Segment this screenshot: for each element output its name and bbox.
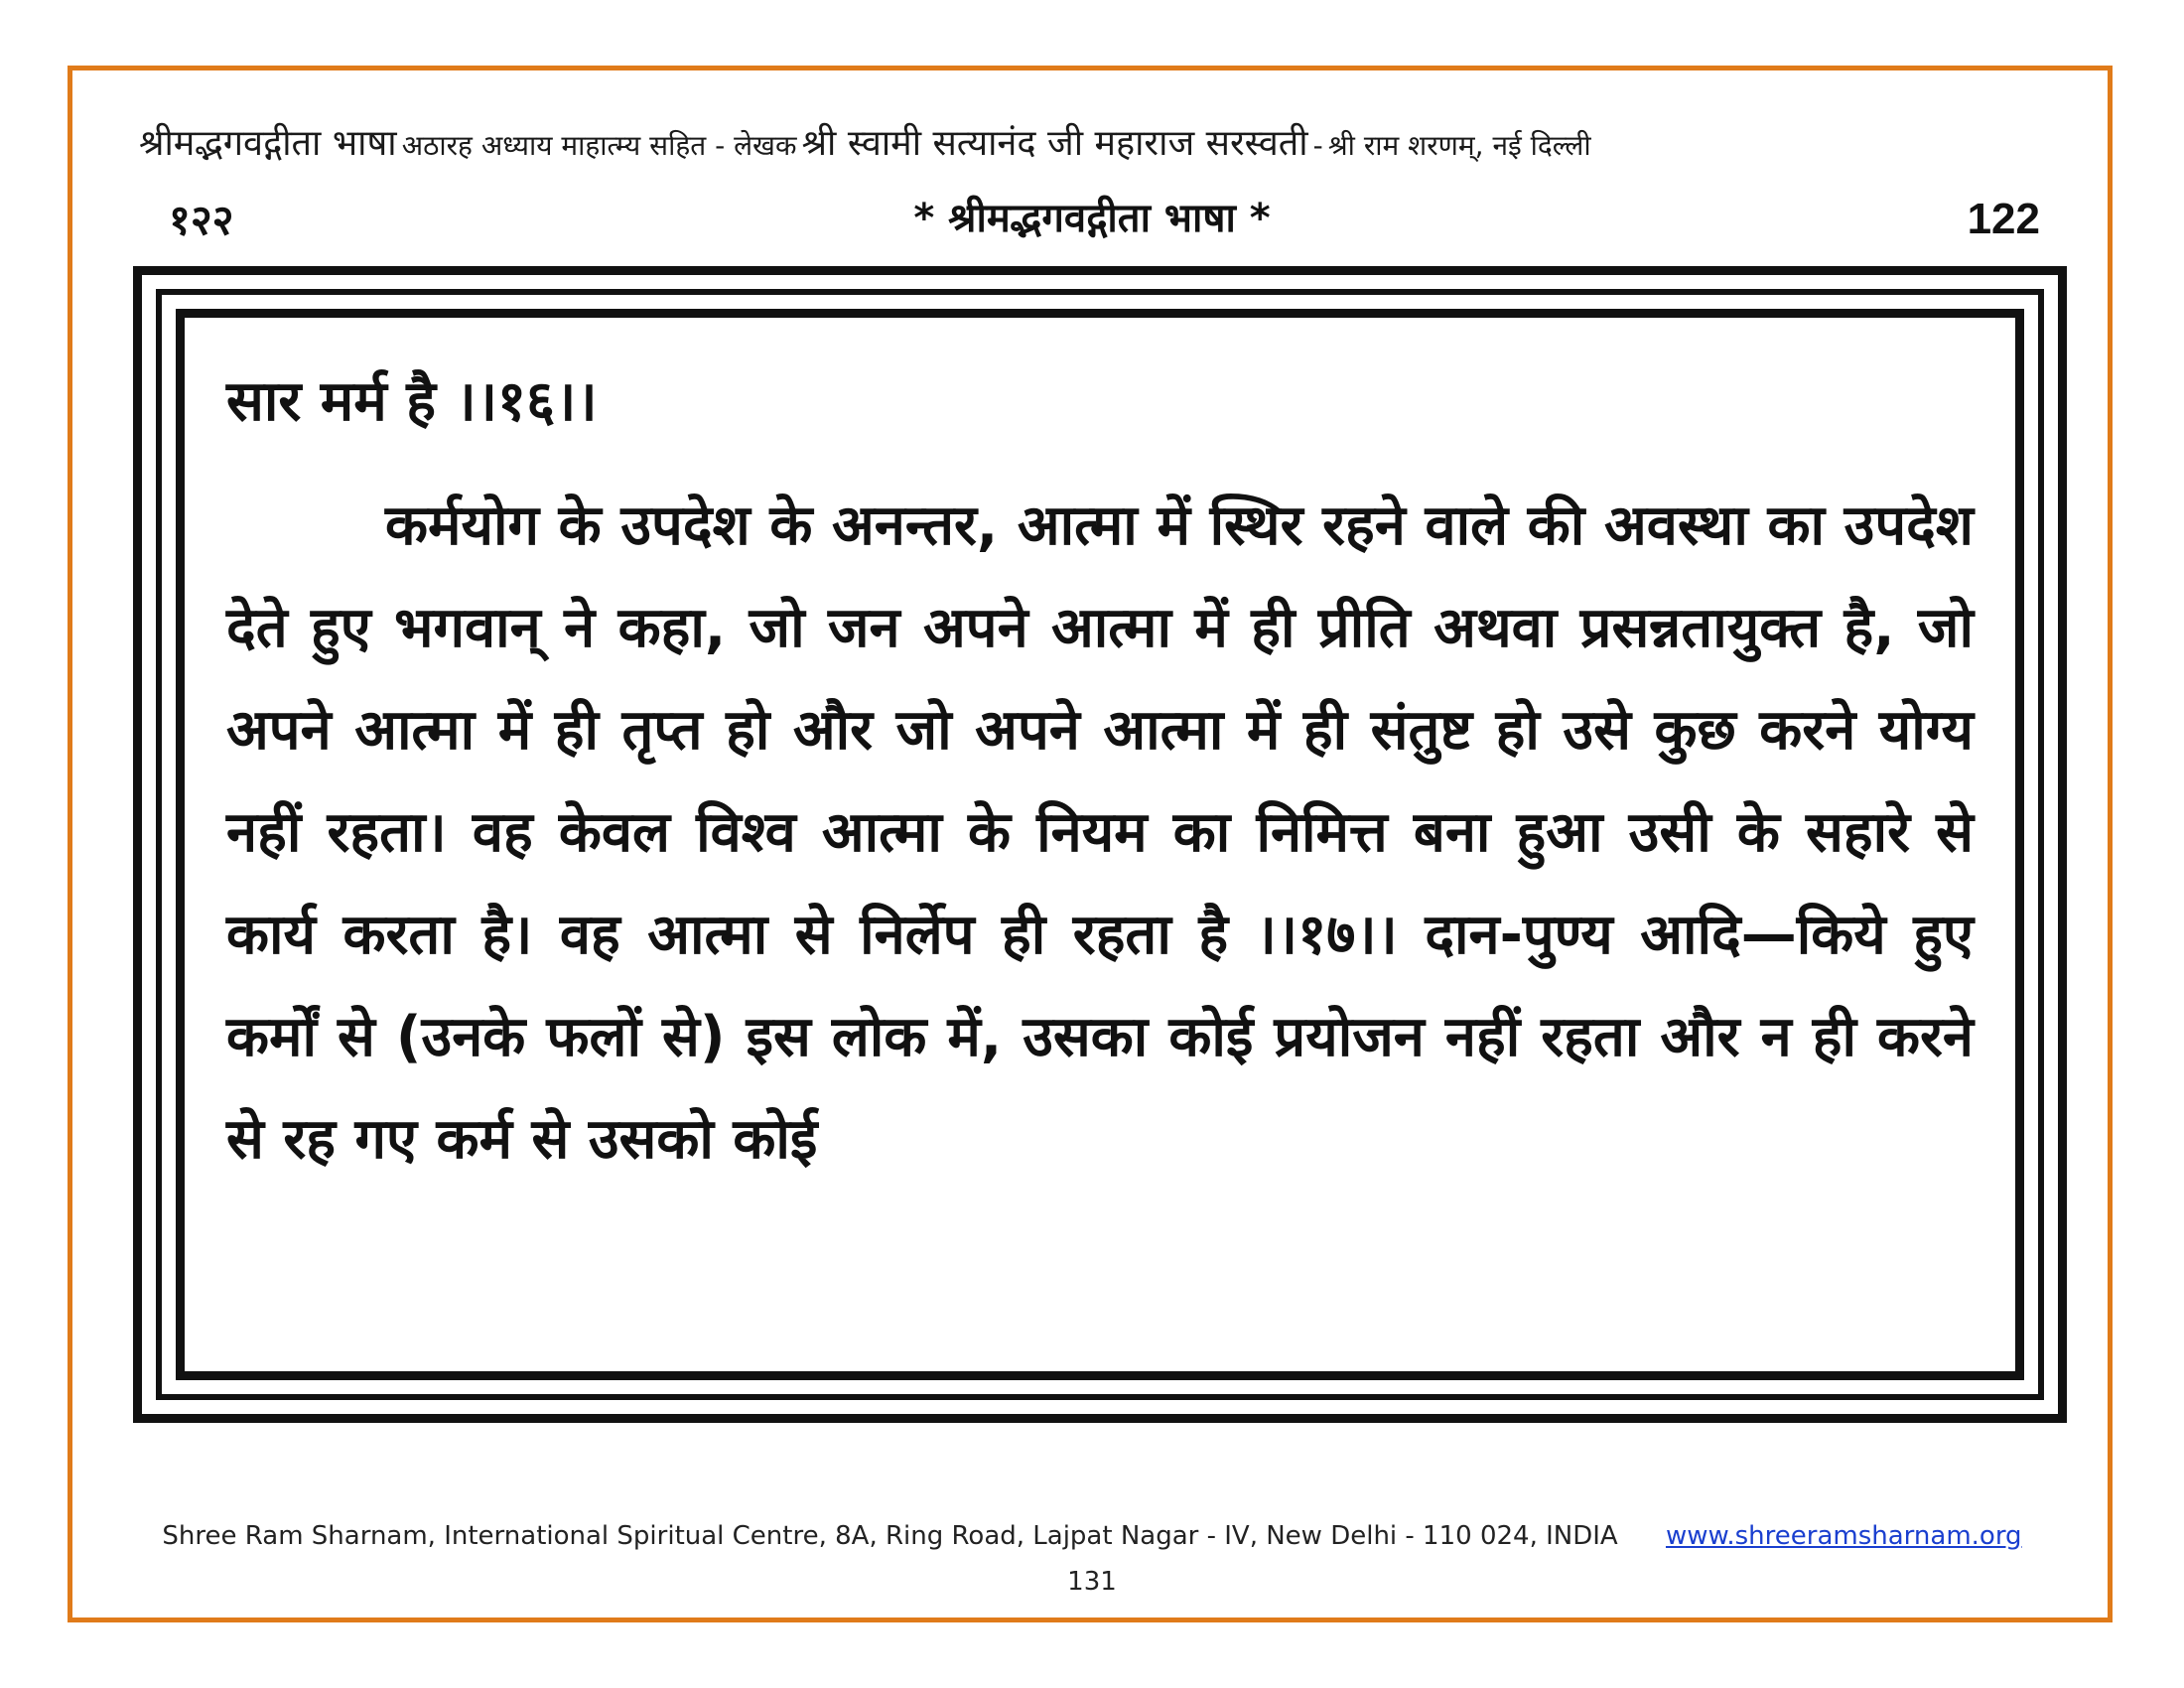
website-link[interactable]: www.shreeramsharnam.org [1665,1521,2022,1551]
page-number-arabic: 122 [1967,195,2040,243]
footer [0,1521,2184,1551]
header-separator: - [1312,129,1323,162]
book-title: श्रीमद्भगवद्गीता भाषा [139,123,397,164]
book-subtitle: अठारह अध्याय माहात्म्य सहित - लेखक [401,129,797,162]
scripture-text [226,357,1974,1191]
author-name: श्री स्वामी सत्यानंद जी महाराज सरस्वती [801,123,1308,164]
footer-address: Shree Ram Sharnam, International Spiritual Centre, 8A, Ring Road, Lajpat Nagar - IV, New Delhi - 110 024, INDIA [162,1521,1618,1551]
publisher-name: श्री राम शरणम्, नई दिल्ली [1327,129,1591,162]
commentary-paragraph: कर्मयोग के उपदेश के अनन्तर, आत्मा में स्थिर रहने वाले की अवस्था का उपदेश देते हुए भगवान् ने कहा, जो जन अपने आत्मा में ही प्रीति अथवा प्रसन्नतायुक्त है, जो अपने आत्मा में ही तृप्त हो और जो अपने आत्मा में ही संतुष्ट हो उसे कुछ करने योग्य नहीं रहता। वह केवल विश्व आत्मा के नियम का निमित्त बना हुआ उसी के सहारे से कार्य करता है। वह आत्मा से निर्लेप ही रहता है ।।१७।। दान-पुण्य आदि—किये हुए कर्मों से (उनके फलों से) इस लोक में, उसका कोई प्रयोजन नहीं रहता और न ही करने से रह गए कर्म से उसको कोई [226,493,1974,1172]
document-header [139,117,2065,166]
verse-end-line: सार मर्म है ।।१६।। [226,369,598,434]
running-title: * श्रीमद्भगवद्गीता भाषा * [913,196,1271,241]
footer-page-number: 131 [1067,1567,1117,1597]
page-number-devanagari: १२२ [169,196,234,244]
